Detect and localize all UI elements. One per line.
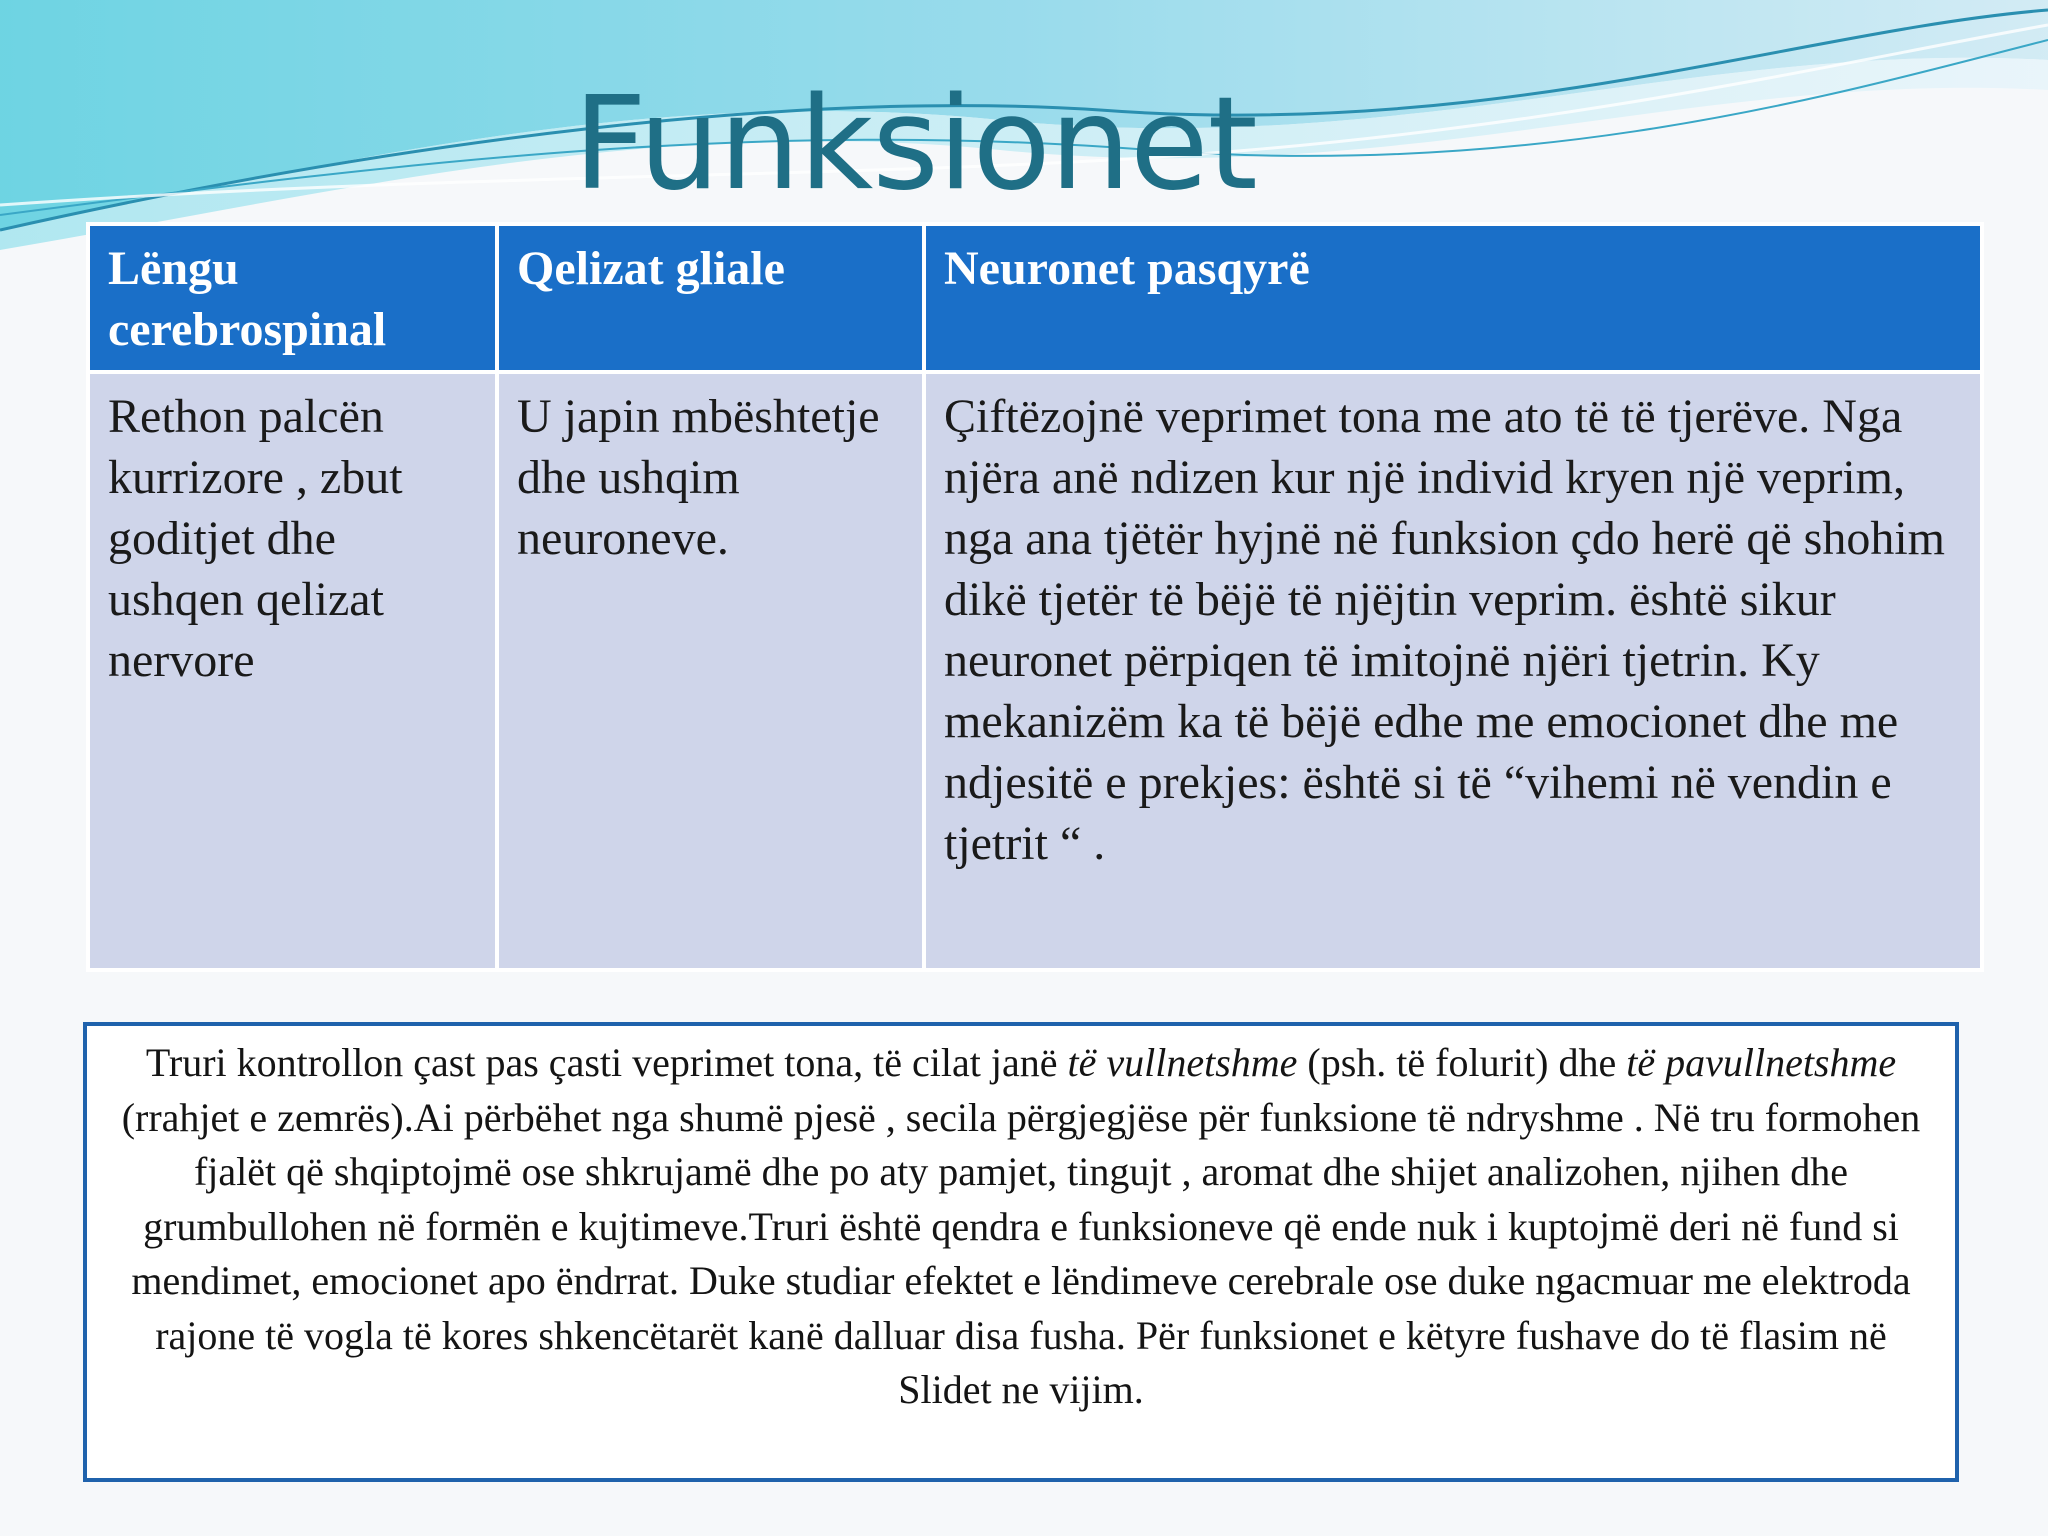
brain-functions-note bbox=[83, 1022, 1959, 1482]
note-text-1: Truri kontrollon çast pas çasti veprimet tona, të cilat janë bbox=[145, 1040, 1068, 1085]
note-text-3: (rrahjet e zemrës).Ai përbëhet nga shumë pjesë , secila përgjegjëse për funksione të ndryshme . Në tru formohen fjalët që shqiptojmë ose shkrujamë dhe po aty pamjet, tingujt , aromat dhe shijet analizohen, njihen dhe grumbullohen në formën e kujtimeve.Truri është qendra e funksioneve që ende nuk i kuptojmë deri në fund si mendimet, emocionet apo ëndrrat. Duke studiar efektet e lëndimeve cerebrale ose duke ngacmuar me elektroda rajone të vogla të kores shkencëtarët kanë dalluar disa fusha. Për funksionet e këtyre fushave do të flasim në Slidet ne vijim. bbox=[121, 1094, 1921, 1412]
table-row bbox=[88, 372, 1982, 970]
cell-cerebrospinal-fluid: Rethon palcën kurrizore , zbut goditjet dhe ushqen qelizat nervore bbox=[88, 372, 497, 970]
note-italic-involuntary: të pavullnetshme bbox=[1626, 1040, 1897, 1085]
header-cerebrospinal-fluid: Lëngu cerebrospinal bbox=[88, 224, 497, 372]
slide-title: Funksionet bbox=[573, 70, 1257, 219]
header-glial-cells: Qelizat gliale bbox=[497, 224, 924, 372]
note-text-2: (psh. të folurit) dhe bbox=[1297, 1040, 1627, 1085]
table-header-row bbox=[88, 224, 1982, 372]
cell-glial-cells: U japin mbështetje dhe ushqim neuroneve. bbox=[497, 372, 924, 970]
header-mirror-neurons: Neuronet pasqyrë bbox=[924, 224, 1982, 372]
functions-table bbox=[86, 222, 1984, 972]
cell-mirror-neurons: Çiftëzojnë veprimet tona me ato të të tjerëve. Nga njëra anë ndizen kur një individ kryen një veprim, nga ana tjëtër hyjnë në funksion çdo herë që shohim dikë tjetër të bëjë të njëjtin veprim. është sikur neuronet përpiqen të imitojnë njëri tjetrin. Ky mekanizëm ka të bëjë edhe me emocionet dhe me ndjesitë e prekjes: është si të “vihemi në vendin e tjetrit “ . bbox=[924, 372, 1982, 970]
note-italic-voluntary: të vullnetshme bbox=[1067, 1040, 1298, 1085]
